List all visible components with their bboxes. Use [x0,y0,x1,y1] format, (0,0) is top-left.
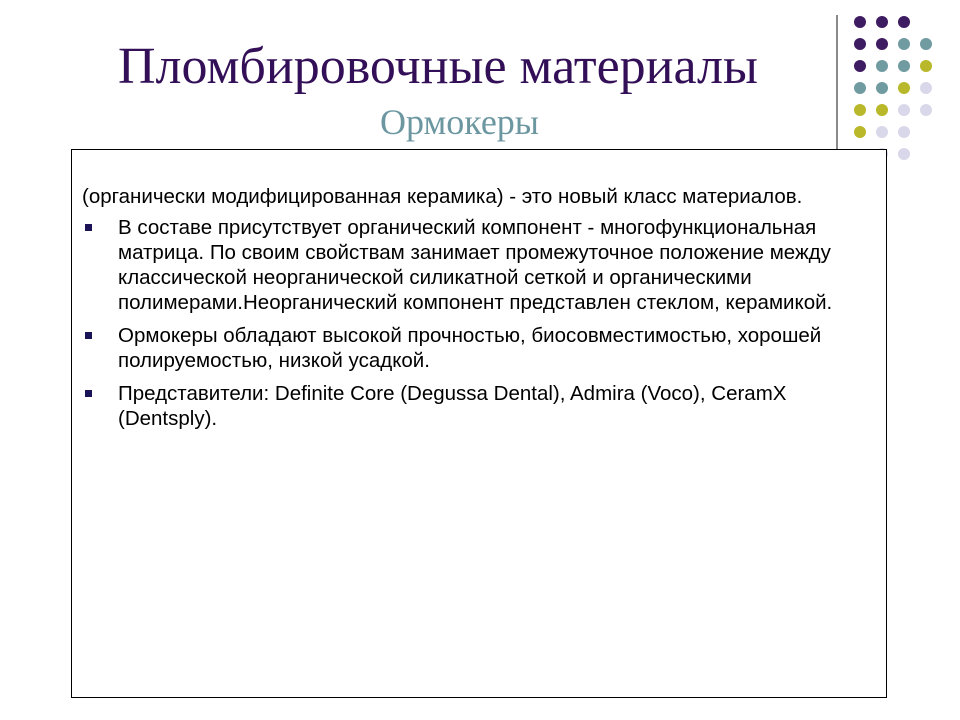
intro-text: (органически модифицированная керамика) - это новый класс материалов. [82,185,803,208]
slide-title: Пломбировочные материалы [118,38,758,95]
bullet-item-representatives [82,381,872,431]
bullet-text: Ормокеры обладают высокой прочностью, биосовместимостью, хорошей полируемостью, низкой усадкой. [118,324,822,372]
dot-row-1 [854,16,910,28]
content-box [71,149,887,698]
dot-row-5 [854,104,932,116]
dot-row-3 [854,60,932,72]
content-body [82,184,872,439]
bullet-text: Представители: Definite Core (Degussa Dental), Admira (Voco), CeramX (Dentsply). [118,382,787,430]
bullet-list [82,215,872,431]
dot-row-4 [854,82,932,94]
square-bullet-icon [85,390,92,397]
bullet-item-composition [82,215,872,315]
dot-row-2 [854,38,932,50]
slide-subtitle: Ормокеры [380,102,539,142]
decorative-dot-grid [850,12,950,162]
bullet-item-properties [82,323,872,373]
dot-row-6 [854,126,910,138]
square-bullet-icon [85,224,92,231]
bullet-text: В составе присутствует органический компонент - многофункциональная матрица. По своим свойствам занимает промежуточное положение между классической неорганической силикатной сеткой и органическими полимерами.Неорганический компонент представлен стеклом, керамикой. [118,216,833,314]
square-bullet-icon [85,332,92,339]
